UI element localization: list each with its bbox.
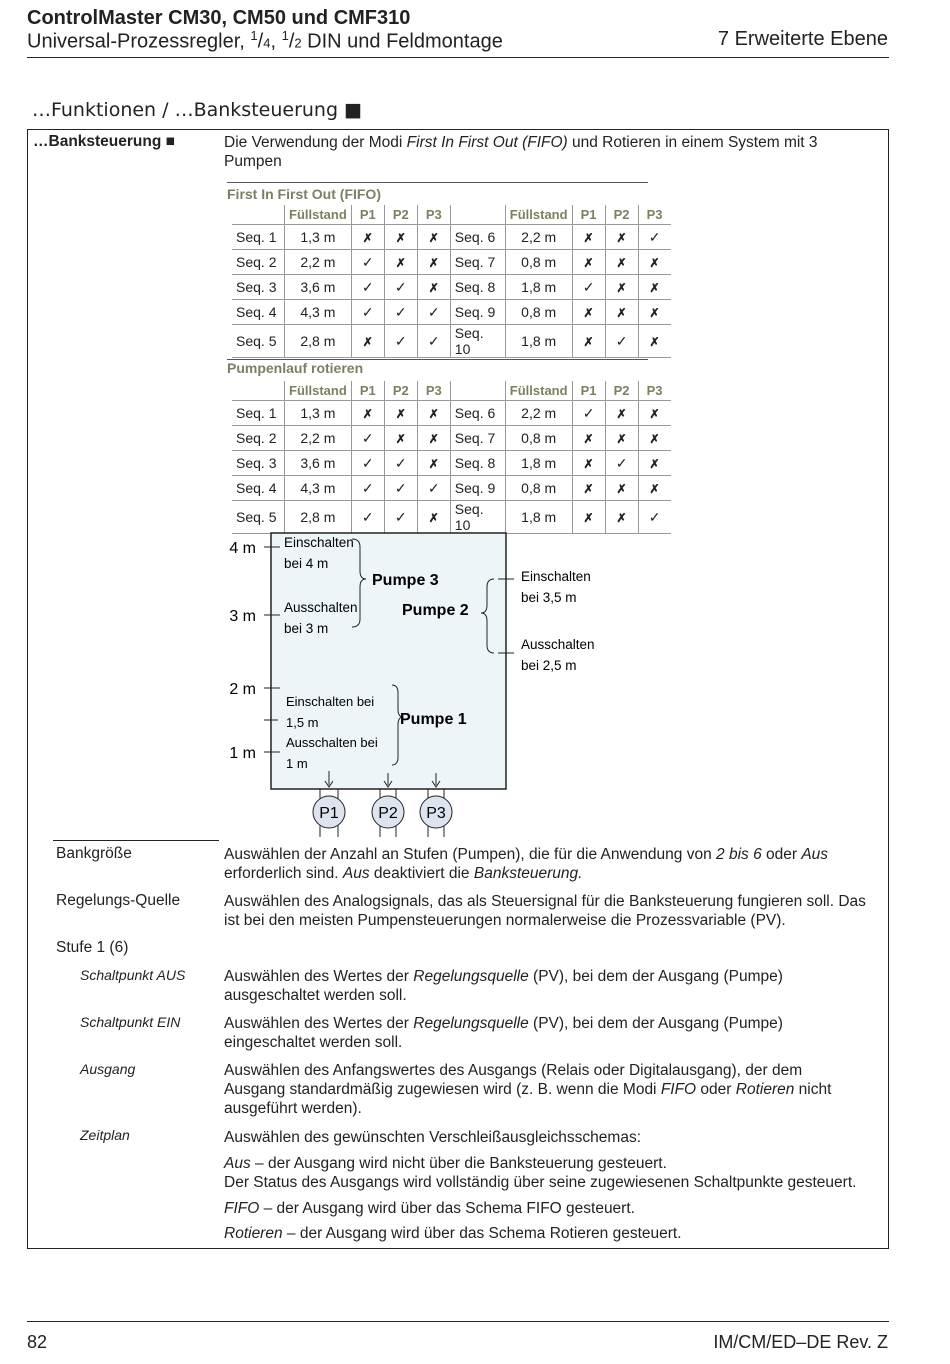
p2-on-line2: bei 3,5 m	[521, 590, 577, 605]
cross-icon: ✗	[583, 306, 594, 320]
pump-level-diagram	[220, 527, 640, 837]
schaltpunkt-ein-text: Auswählen des Wertes der Regelungsquelle (PV), bei dem der Ausgang (Pumpe) eingeschaltet werden soll.	[224, 1015, 783, 1051]
cross-icon: ✗	[649, 306, 660, 320]
schaltpunkt-aus-label: Schaltpunkt AUS	[80, 967, 186, 983]
p1-on-line2: 1,5 m	[286, 715, 319, 730]
cross-icon: ✗	[649, 482, 660, 496]
rotate-table-title: Pumpenlauf rotieren	[227, 360, 364, 376]
stufe-label: Stufe 1 (6)	[56, 939, 129, 956]
cross-icon: ✗	[428, 407, 439, 421]
cross-icon: ✗	[395, 432, 406, 446]
check-icon: ✓	[582, 404, 595, 421]
level-cell: 3,6 m	[285, 275, 352, 300]
cross-icon: ✗	[649, 335, 660, 349]
check-icon: ✓	[427, 303, 440, 320]
pump-state-cell	[572, 451, 605, 476]
header-blank-cell	[232, 381, 285, 401]
header-cell: Füllstand	[285, 381, 352, 401]
schaltpunkt-ein-label: Schaltpunkt EIN	[80, 1014, 181, 1030]
level-cell: 0,8 m	[505, 250, 572, 275]
check-icon: ✓	[394, 303, 407, 320]
pump-state-cell	[351, 451, 384, 476]
pump-p3	[420, 796, 452, 828]
header-cell: P1	[572, 205, 605, 225]
cross-icon: ✗	[616, 281, 627, 295]
seq-cell: Seq. 1	[232, 401, 285, 426]
level-cell: 2,2 m	[505, 401, 572, 426]
cross-icon: ✗	[362, 335, 373, 349]
check-icon: ✓	[648, 228, 661, 245]
cross-icon: ✗	[395, 407, 406, 421]
check-icon: ✓	[361, 429, 374, 446]
p1-on-line1: Einschalten bei	[286, 694, 375, 709]
pump-state-cell	[572, 300, 605, 325]
cross-icon: ✗	[616, 306, 627, 320]
pump-state-cell	[638, 225, 671, 250]
p3-on-line1: Einschalten	[284, 535, 354, 550]
pump-state-cell	[605, 225, 638, 250]
check-icon: ✓	[394, 454, 407, 471]
table-row	[232, 225, 671, 250]
level-cell: 1,8 m	[505, 325, 572, 358]
cross-icon: ✗	[583, 482, 594, 496]
check-icon: ✓	[361, 278, 374, 295]
pump-p2-label: P2	[378, 805, 398, 822]
pump-state-cell	[605, 451, 638, 476]
pump-state-cell	[605, 426, 638, 451]
header-blank-cell	[232, 205, 285, 225]
pump-state-cell	[417, 476, 450, 501]
cross-icon: ✗	[616, 407, 627, 421]
cross-icon: ✗	[428, 231, 439, 245]
pump-state-cell	[384, 300, 417, 325]
pump-state-cell	[417, 325, 450, 358]
pump-state-cell	[572, 476, 605, 501]
level-label-4m: 4 m	[229, 540, 256, 557]
level-cell: 0,8 m	[505, 426, 572, 451]
table-row	[232, 250, 671, 275]
cross-icon: ✗	[395, 231, 406, 245]
header-cell: P2	[384, 381, 417, 401]
check-icon: ✓	[361, 508, 374, 525]
table-row	[232, 325, 671, 358]
header-blank-cell	[450, 381, 505, 401]
cross-icon: ✗	[583, 231, 594, 245]
regelungsquelle-text: Auswählen des Analogsignals, das als Steuersignal für die Banksteuerung fungieren soll. Das ist bei den meisten Pumpensteuerungen normalerweise die Prozessvariable (PV).	[224, 893, 866, 929]
cross-icon: ✗	[428, 256, 439, 270]
cross-icon: ✗	[616, 482, 627, 496]
pump-state-cell	[638, 451, 671, 476]
level-cell: 1,3 m	[285, 401, 352, 426]
pump-state-cell	[605, 250, 638, 275]
p2-off-line2: bei 2,5 m	[521, 658, 577, 673]
document-title: ControlMaster CM30, CM50 und CMF310	[27, 7, 411, 29]
cross-icon: ✗	[428, 432, 439, 446]
header-cell: Füllstand	[285, 205, 352, 225]
check-icon: ✓	[394, 479, 407, 496]
zeitplan-aus: Aus – der Ausgang wird nicht über die Banksteuerung gesteuert. Der Status des Ausgangs wird vollständig über seine zugewiesenen Schaltpunkte gesteuert.	[224, 1155, 857, 1191]
table-row	[232, 451, 671, 476]
header-cell: P2	[605, 205, 638, 225]
zeitplan-intro: Auswählen des gewünschten Verschleißausgleichsschemas:	[224, 1129, 642, 1146]
fifo-table-title: First In First Out (FIFO)	[227, 186, 381, 202]
bankgroesse-text: Auswählen der Anzahl an Stufen (Pumpen), die für die Anwendung von 2 bis 6 oder Aus erforderlich sind. Aus deaktiviert die Banksteuerung.	[224, 846, 829, 882]
ausgang-label: Ausgang	[80, 1061, 136, 1077]
seq-cell: Seq. 10	[450, 501, 505, 534]
document-code: IM/CM/ED–DE Rev. Z	[713, 1332, 888, 1352]
level-cell: 4,3 m	[285, 300, 352, 325]
cross-icon: ✗	[583, 335, 594, 349]
footer-divider	[27, 1321, 889, 1322]
zeitplan-rotieren: Rotieren – der Ausgang wird über das Schema Rotieren gesteuert.	[224, 1225, 682, 1242]
banksteuerung-intro: Die Verwendung der Modi First In First Out (FIFO) und Rotieren in einem System mit 3 Pumpen	[224, 134, 818, 170]
check-icon: ✓	[394, 278, 407, 295]
pump-state-cell	[605, 300, 638, 325]
level-cell: 2,8 m	[285, 501, 352, 534]
rotate-table	[232, 381, 671, 534]
cross-icon: ✗	[583, 432, 594, 446]
pump-state-cell	[638, 275, 671, 300]
level-cell: 0,8 m	[505, 300, 572, 325]
header-cell: P3	[638, 205, 671, 225]
cross-icon: ✗	[649, 256, 660, 270]
p3-on-line2: bei 4 m	[284, 556, 329, 571]
seq-cell: Seq. 7	[450, 426, 505, 451]
header-cell: P1	[351, 381, 384, 401]
cross-icon: ✗	[616, 231, 627, 245]
header-cell: P2	[384, 205, 417, 225]
pump-state-cell	[384, 426, 417, 451]
check-icon: ✓	[361, 303, 374, 320]
pump-state-cell	[351, 225, 384, 250]
pump-state-cell	[605, 325, 638, 358]
cross-icon: ✗	[428, 511, 439, 525]
check-icon: ✓	[394, 332, 407, 349]
p1-off-line1: Ausschalten bei	[286, 735, 378, 750]
chapter-title: 7 Erweiterte Ebene	[717, 28, 888, 50]
regelungsquelle-label: Regelungs-Quelle	[56, 892, 181, 909]
seq-cell: Seq. 8	[450, 275, 505, 300]
level-cell: 2,2 m	[505, 225, 572, 250]
cross-icon: ✗	[583, 457, 594, 471]
section-heading: …Funktionen / …Banksteuerung ■	[32, 99, 363, 121]
check-icon: ✓	[361, 253, 374, 270]
pump-state-cell	[384, 275, 417, 300]
check-icon: ✓	[361, 454, 374, 471]
pump-state-cell	[351, 275, 384, 300]
pump-state-cell	[605, 476, 638, 501]
cross-icon: ✗	[362, 407, 373, 421]
cross-icon: ✗	[649, 457, 660, 471]
pump-state-cell	[572, 275, 605, 300]
pump-state-cell	[384, 325, 417, 358]
level-cell: 0,8 m	[505, 476, 572, 501]
p2-on-line1: Einschalten	[521, 569, 591, 584]
pump3-label: Pumpe 3	[372, 572, 439, 589]
cross-icon: ✗	[583, 511, 594, 525]
header-cell: P1	[572, 381, 605, 401]
p3-off-line1: Ausschalten	[284, 600, 358, 615]
pump-state-cell	[572, 426, 605, 451]
check-icon: ✓	[361, 479, 374, 496]
pump-state-cell	[417, 401, 450, 426]
cross-icon: ✗	[649, 432, 660, 446]
seq-cell: Seq. 9	[450, 300, 505, 325]
table-row	[232, 401, 671, 426]
level-label-2m: 2 m	[229, 681, 256, 698]
pump-state-cell	[638, 250, 671, 275]
cross-icon: ✗	[649, 407, 660, 421]
pump-state-cell	[638, 300, 671, 325]
fifo-table-rule	[227, 182, 648, 183]
seq-cell: Seq. 5	[232, 501, 285, 534]
level-cell: 3,6 m	[285, 451, 352, 476]
level-cell: 1,8 m	[505, 501, 572, 534]
seq-cell: Seq. 9	[450, 476, 505, 501]
header-cell: Füllstand	[505, 381, 572, 401]
seq-cell: Seq. 2	[232, 426, 285, 451]
pump-state-cell	[351, 426, 384, 451]
pump-state-cell	[384, 401, 417, 426]
seq-cell: Seq. 2	[232, 250, 285, 275]
cross-icon: ✗	[616, 256, 627, 270]
level-cell: 1,8 m	[505, 451, 572, 476]
seq-cell: Seq. 1	[232, 225, 285, 250]
zeitplan-label: Zeitplan	[80, 1127, 130, 1143]
table-row	[232, 275, 671, 300]
cross-icon: ✗	[362, 231, 373, 245]
pump-p2	[372, 796, 404, 828]
schaltpunkt-aus-text: Auswählen des Wertes der Regelungsquelle (PV), bei dem der Ausgang (Pumpe) ausgeschaltet werden soll.	[224, 968, 783, 1004]
fifo-table	[232, 205, 671, 358]
header-cell: P3	[417, 205, 450, 225]
pump1-label: Pumpe 1	[400, 711, 467, 728]
cross-icon: ✗	[649, 281, 660, 295]
cross-icon: ✗	[616, 432, 627, 446]
pump-state-cell	[384, 250, 417, 275]
pump-state-cell	[417, 225, 450, 250]
pump-state-cell	[351, 300, 384, 325]
cross-icon: ✗	[583, 256, 594, 270]
header-cell: Füllstand	[505, 205, 572, 225]
pump-state-cell	[417, 300, 450, 325]
pump-state-cell	[417, 451, 450, 476]
parameter-divider	[53, 840, 219, 841]
seq-cell: Seq. 4	[232, 476, 285, 501]
check-icon: ✓	[648, 508, 661, 525]
level-label-1m: 1 m	[229, 745, 256, 762]
level-cell: 2,8 m	[285, 325, 352, 358]
header-cell: P1	[351, 205, 384, 225]
pump-state-cell	[572, 325, 605, 358]
check-icon: ✓	[427, 479, 440, 496]
header-cell: P3	[417, 381, 450, 401]
cross-icon: ✗	[395, 256, 406, 270]
seq-cell: Seq. 6	[450, 225, 505, 250]
pump-p1	[313, 796, 345, 828]
check-icon: ✓	[582, 278, 595, 295]
pump-state-cell	[351, 325, 384, 358]
pump-state-cell	[417, 426, 450, 451]
ausgang-text: Auswählen des Anfangswertes des Ausgangs (Relais oder Digitalausgang), der dem Ausgang standardmäßig zugewiesen wird (z. B. wenn die Modi FIFO oder Rotieren nicht ausgeführt werden).	[224, 1062, 832, 1117]
level-cell: 1,3 m	[285, 225, 352, 250]
table-row	[232, 300, 671, 325]
check-icon: ✓	[427, 332, 440, 349]
bankgroesse-label: Bankgröße	[56, 845, 132, 862]
header-divider	[27, 57, 889, 58]
cross-icon: ✗	[428, 281, 439, 295]
header-blank-cell	[450, 205, 505, 225]
table-row	[232, 476, 671, 501]
table-header-row	[232, 381, 671, 401]
header-cell: P2	[605, 381, 638, 401]
level-cell: 1,8 m	[505, 275, 572, 300]
check-icon: ✓	[394, 508, 407, 525]
pump-state-cell	[572, 401, 605, 426]
pump-state-cell	[351, 250, 384, 275]
pump-p3-label: P3	[426, 805, 446, 822]
cross-icon: ✗	[616, 511, 627, 525]
level-label-3m: 3 m	[229, 608, 256, 625]
seq-cell: Seq. 5	[232, 325, 285, 358]
check-icon: ✓	[615, 454, 628, 471]
seq-cell: Seq. 3	[232, 275, 285, 300]
pump-state-cell	[417, 250, 450, 275]
level-cell: 2,2 m	[285, 426, 352, 451]
level-cell: 4,3 m	[285, 476, 352, 501]
check-icon: ✓	[615, 332, 628, 349]
pump-state-cell	[572, 250, 605, 275]
seq-cell: Seq. 7	[450, 250, 505, 275]
seq-cell: Seq. 10	[450, 325, 505, 358]
pump-state-cell	[605, 275, 638, 300]
p3-off-line2: bei 3 m	[284, 621, 329, 636]
seq-cell: Seq. 3	[232, 451, 285, 476]
seq-cell: Seq. 6	[450, 401, 505, 426]
header-cell: P3	[638, 381, 671, 401]
zeitplan-fifo: FIFO – der Ausgang wird über das Schema FIFO gesteuert.	[224, 1200, 635, 1217]
table-header-row	[232, 205, 671, 225]
p1-off-line2: 1 m	[286, 756, 308, 771]
pump-state-cell	[351, 401, 384, 426]
pump-state-cell	[638, 325, 671, 358]
document-subtitle: Universal-Prozessregler, $^1$/4, $^1$/2 DIN und Feldmontage	[27, 28, 503, 53]
pump-state-cell	[638, 426, 671, 451]
cross-icon: ✗	[428, 457, 439, 471]
pump-state-cell	[638, 401, 671, 426]
seq-cell: Seq. 4	[232, 300, 285, 325]
level-cell: 2,2 m	[285, 250, 352, 275]
table-row	[232, 426, 671, 451]
pump-state-cell	[384, 451, 417, 476]
pump-state-cell	[605, 401, 638, 426]
pump-p1-label: P1	[319, 805, 339, 822]
page-number: 82	[27, 1332, 48, 1352]
seq-cell: Seq. 8	[450, 451, 505, 476]
pump-state-cell	[384, 476, 417, 501]
pump-state-cell	[638, 476, 671, 501]
pump2-label: Pumpe 2	[402, 602, 469, 619]
pump-state-cell	[384, 225, 417, 250]
p2-off-line1: Ausschalten	[521, 637, 595, 652]
pump-state-cell	[417, 275, 450, 300]
pump-state-cell	[351, 476, 384, 501]
banksteuerung-label: …Banksteuerung ■	[33, 133, 175, 150]
pump-state-cell	[638, 501, 671, 534]
pump-state-cell	[572, 225, 605, 250]
